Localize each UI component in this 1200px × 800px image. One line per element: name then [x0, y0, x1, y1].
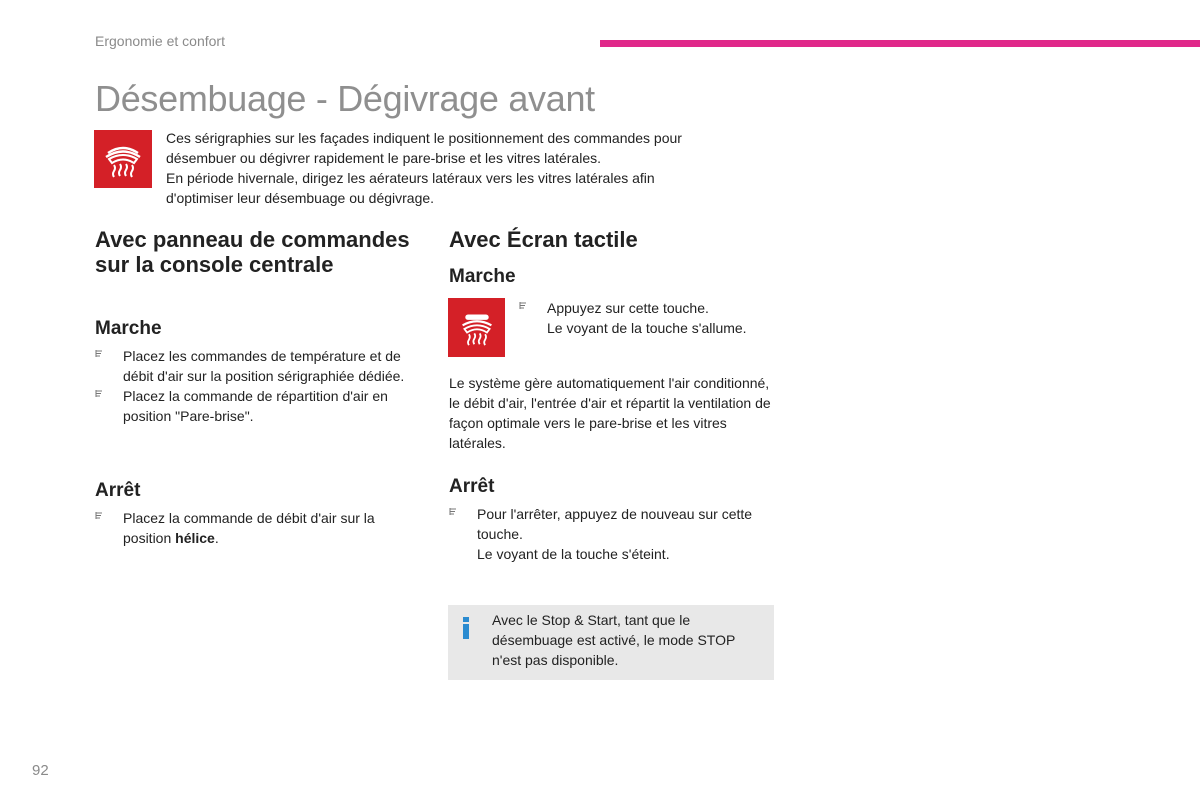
left-marche-heading: Marche: [95, 318, 162, 339]
list-item: [449, 504, 759, 564]
list-item-bold-term: hélice: [175, 530, 215, 546]
list-item-text: Placez la commande de débit d'air sur la position: [123, 510, 375, 546]
list-item: [519, 298, 779, 338]
right-marche-paragraph: Le système gère automatiquement l'air conditionné, le débit d'air, l'entrée d'air et répartit la ventilation de façon optimale vers le pare-brise et les vitres latérales.: [449, 375, 771, 451]
list-item: [95, 346, 423, 386]
info-box: [448, 605, 774, 680]
intro-line-4: d'optimiser leur désembuage ou dégivrage.: [166, 190, 435, 206]
left-arret-heading: Arrêt: [95, 480, 141, 501]
list-item-text-continued: Le voyant de la touche s'éteint.: [477, 546, 670, 562]
pointing-hand-icon: [95, 388, 105, 398]
list-item-text: Appuyez sur cette touche.: [547, 300, 709, 316]
intro-text: [166, 128, 766, 208]
intro-line-3: En période hivernale, dirigez les aérateurs latéraux vers les vitres latérales afin: [166, 170, 655, 186]
left-arret-list: [95, 508, 415, 548]
right-marche-heading: Marche: [449, 266, 516, 287]
list-item-text-end: .: [214, 530, 219, 546]
right-section-heading: Avec Écran tactile: [449, 227, 638, 252]
header-accent-bar: [600, 40, 1200, 47]
list-item-text: Placez les commandes de température et de débit d'air sur la position sérigraphiée dédiée.: [123, 348, 405, 384]
windshield-defrost-icon: [94, 130, 152, 188]
list-item-text: Pour l'arrêter, appuyez de nouveau sur cette touche.: [477, 506, 753, 542]
pointing-hand-icon: [519, 300, 529, 310]
list-item: [95, 508, 415, 548]
intro-line-1: Ces sérigraphies sur les façades indiquent le positionnement des commandes pour: [166, 130, 682, 146]
page-number: 92: [32, 762, 49, 779]
pointing-hand-icon: [95, 348, 105, 358]
info-text: Avec le Stop & Start, tant que le désembuage est activé, le mode STOP n'est pas disponible.: [492, 612, 736, 668]
right-marche-list: [519, 298, 779, 338]
intro-line-2: désembuer ou dégivrer rapidement le pare-brise et les vitres latérales.: [166, 150, 601, 166]
list-item-text: Placez la commande de répartition d'air en position "Pare-brise".: [123, 388, 388, 424]
right-arret-list: [449, 504, 759, 564]
section-title: Ergonomie et confort: [95, 33, 225, 49]
windshield-defrost-button-icon: [448, 298, 505, 357]
info-icon: [462, 617, 470, 639]
page-title: Désembuage - Dégivrage avant: [95, 78, 595, 119]
list-item: [95, 386, 423, 426]
list-item-text-continued: Le voyant de la touche s'allume.: [547, 320, 747, 336]
right-arret-heading: Arrêt: [449, 476, 495, 497]
left-marche-list: [95, 346, 423, 426]
left-section-heading: Avec panneau de commandes sur la console centrale: [95, 227, 410, 277]
pointing-hand-icon: [95, 510, 105, 520]
pointing-hand-icon: [449, 506, 459, 516]
